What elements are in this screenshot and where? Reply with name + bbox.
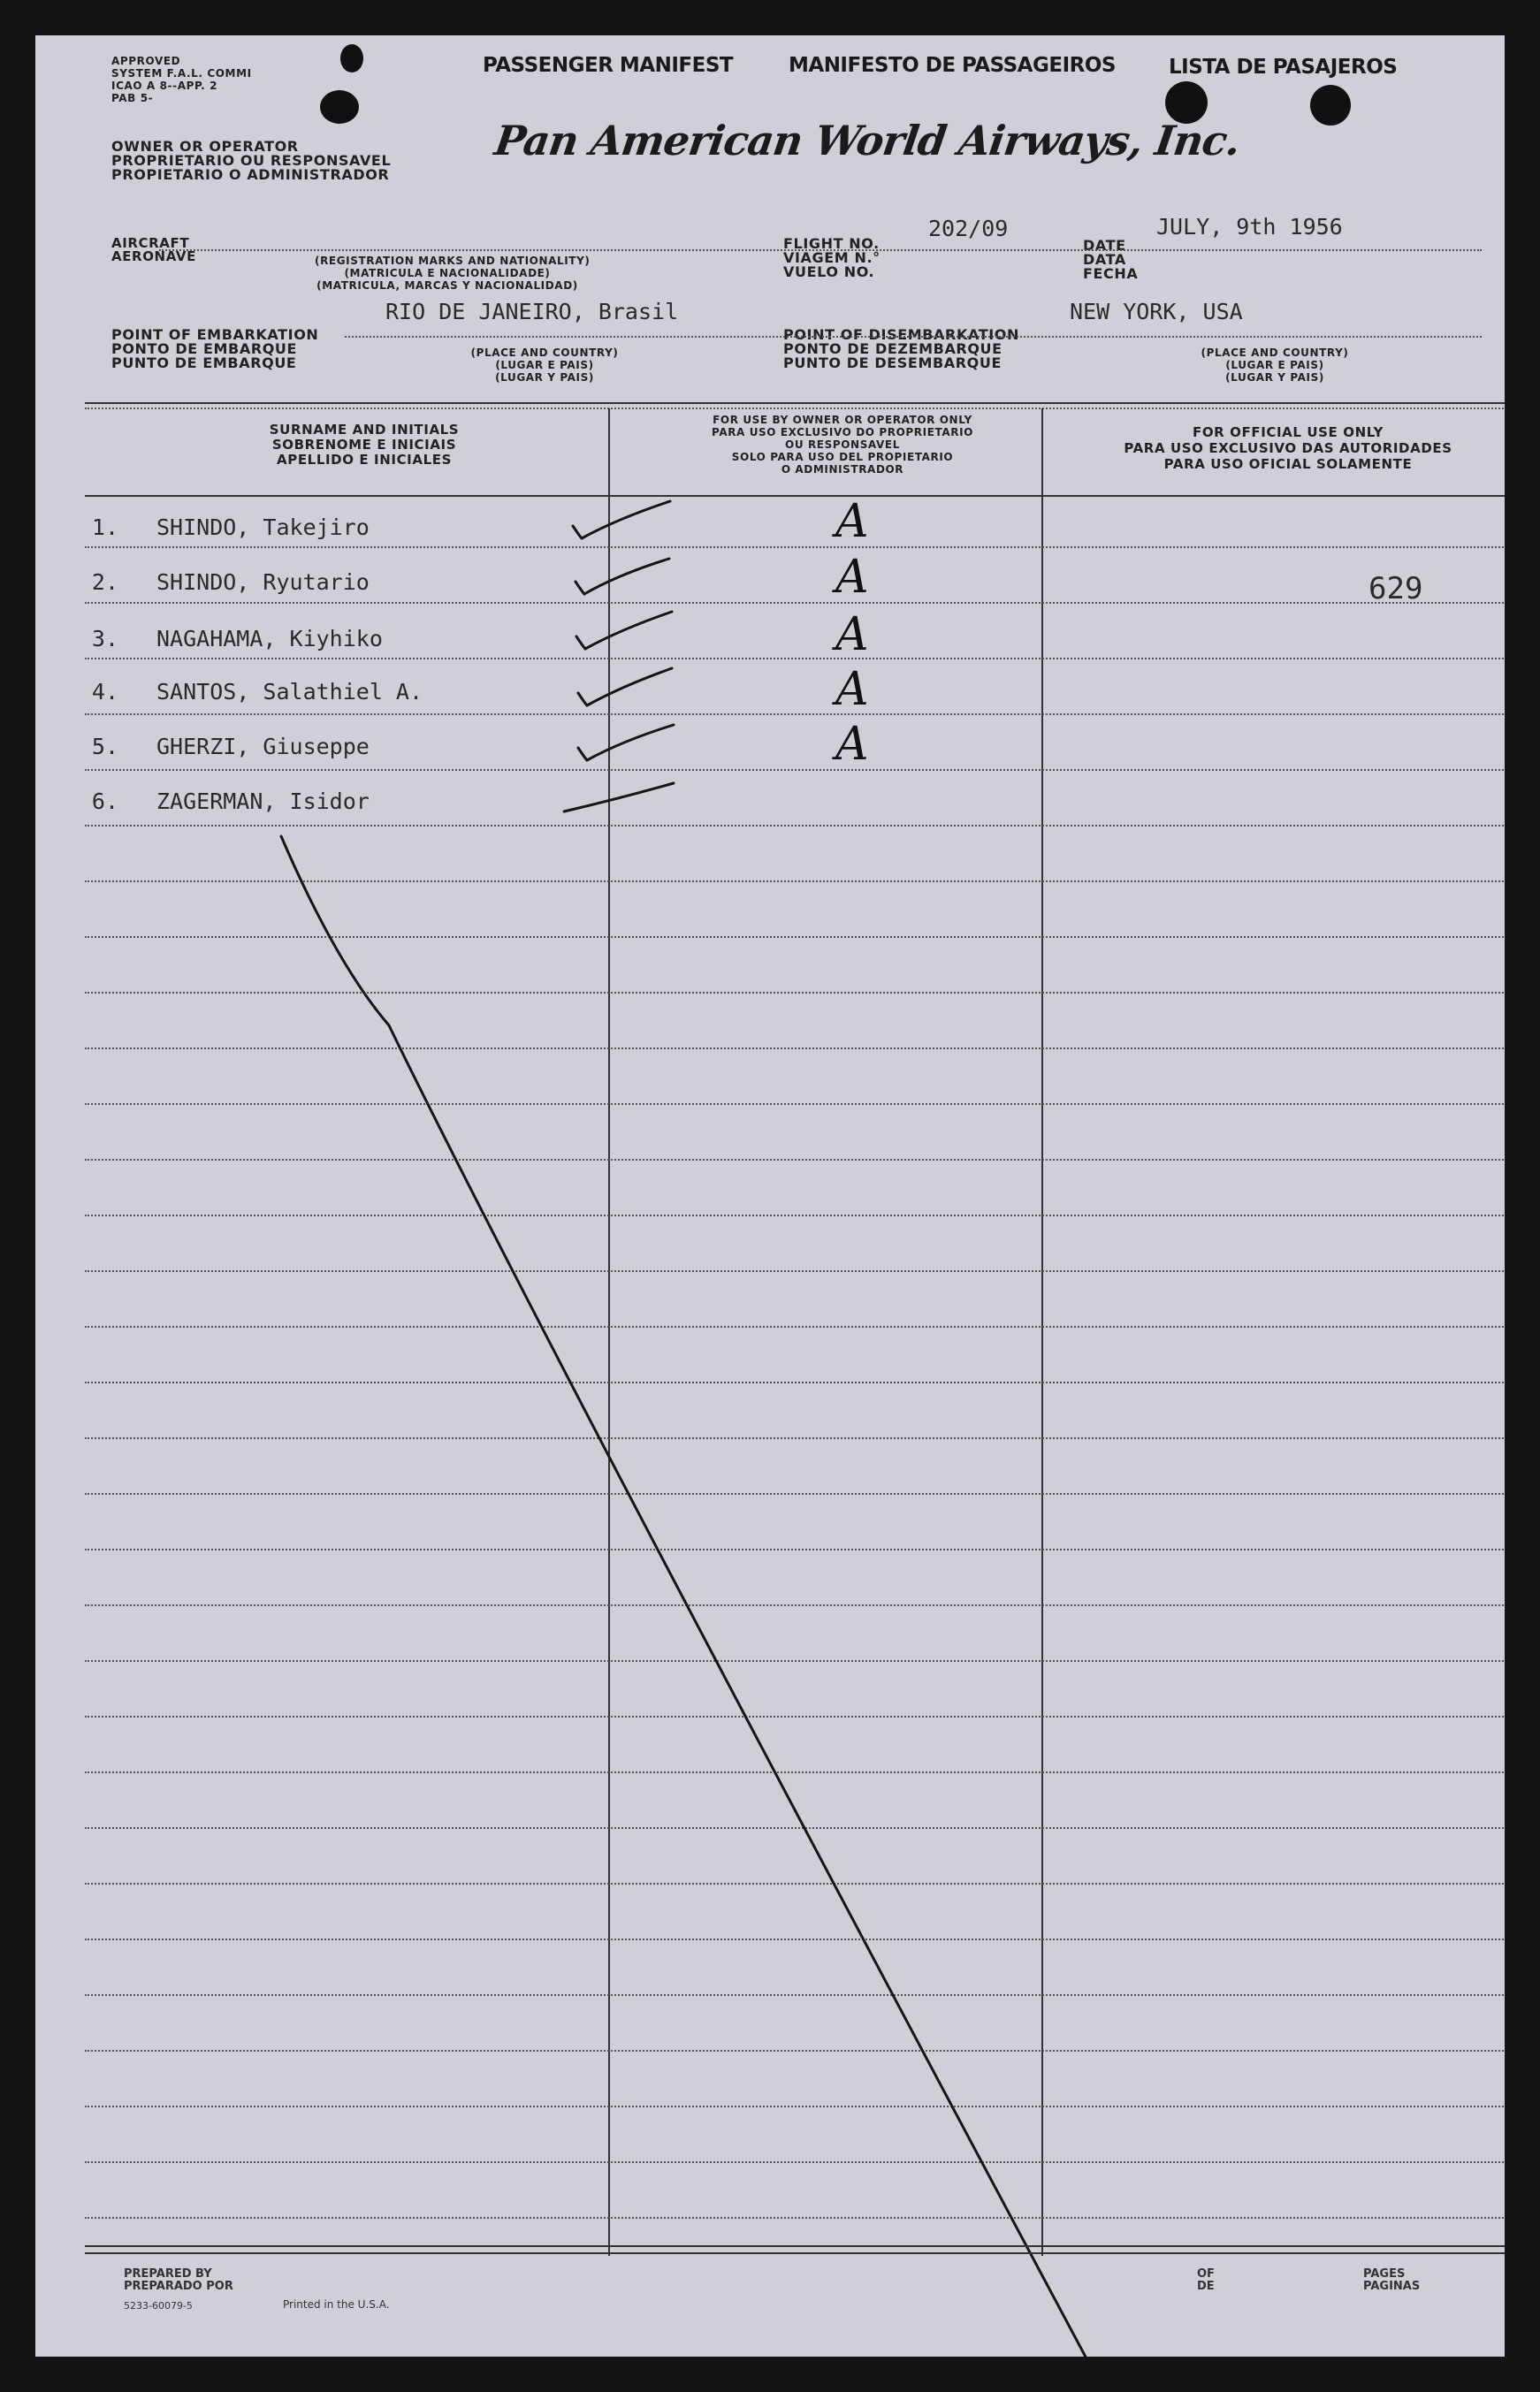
passenger-name: NAGAHAMA, Kiyhiko [156,626,383,651]
col-header-line: PARA USO EXCLUSIVO DO PROPRIETARIO [712,426,973,438]
col-header-line: PARA USO OFICIAL SOLAMENTE [1163,456,1413,472]
approval-line: PAB 5- [111,92,154,104]
form-number: 5233-60079-5 [124,2300,193,2312]
col-header-line: SOLO PARA USO DEL PROPIETARIO [731,451,954,463]
aircraft-label-en: AIRCRAFT [111,235,190,251]
embarkation-label-en: POINT OF EMBARKATION [111,326,319,343]
aircraft-note-line: (MATRICULA, MARCAS Y NACIONALIDAD) [316,279,578,292]
col-header-line: SOBRENOME E INICIAIS [271,437,457,453]
check-mark [576,612,672,649]
printed-note: Printed in the U.S.A. [283,2298,390,2311]
col-header-line: APELLIDO E INICIALES [277,452,452,468]
operator-mark: A [835,718,869,771]
disembarkation-note-line: (PLACE AND COUNTRY) [1201,347,1349,359]
cancel-line [281,836,1087,2357]
owner-label-en: OWNER OR OPERATOR [111,138,299,155]
row-number: 6. [91,788,118,814]
check-mark [578,725,674,760]
col-header-line: OU RESPONSAVEL [785,438,900,451]
disembarkation-label-en: POINT OF DISEMBARKATION [783,326,1019,343]
title-spanish: LISTA DE PASAJEROS [1169,56,1398,79]
pages-label-en: PAGES [1363,2267,1406,2281]
disembarkation-label-es: PUNTO DE DESEMBARQUE [783,354,1002,371]
col-header-line: FOR USE BY OWNER OR OPERATOR ONLY [713,414,972,426]
col-header-line: PARA USO EXCLUSIVO DAS AUTORIDADES [1124,440,1452,456]
table-bottom-rule [85,2245,1505,2247]
date-label-pt: DATA [1083,251,1126,268]
disembarkation-value: NEW YORK, USA [1070,299,1243,324]
hand-marks [35,35,1505,2357]
table-bottom-rule [85,2252,1505,2254]
pages-label-pt: PAGINAS [1363,2280,1421,2293]
owner-label-pt: PROPRIETARIO OU RESPONSAVEL [111,152,392,169]
embarkation-note-line: (LUGAR E PAIS) [495,359,594,371]
prepared-by-pt: PREPARADO POR [124,2280,233,2293]
embarkation-value: RIO DE JANEIRO, Brasil [385,299,679,324]
aircraft-label-pt: AERONAVE [111,248,196,264]
prepared-by-en: PREPARED BY [124,2267,212,2281]
col-header-line: O ADMINISTRADOR [781,463,904,476]
row-number: 4. [91,679,118,705]
check-mark [564,783,674,811]
passenger-name: GHERZI, Giuseppe [156,734,370,759]
row-number: 3. [91,626,118,651]
title-english: PASSENGER MANIFEST [483,54,734,77]
disembarkation-label-pt: PONTO DE DEZEMBARQUE [783,340,1003,357]
approval-line: SYSTEM F.A.L. COMMI [111,67,252,80]
col-header-line: SURNAME AND INITIALS [269,422,460,438]
owner-label-es: PROPIETARIO O ADMINISTRADOR [111,166,390,183]
disembarkation-note-line: (LUGAR Y PAIS) [1225,371,1324,384]
disembarkation-note-line: (LUGAR E PAIS) [1225,359,1324,371]
flight-date: JULY, 9th 1956 [1156,214,1343,240]
aircraft-note-line: (REGISTRATION MARKS AND NATIONALITY) [315,255,591,267]
flight-number: 202/09 [928,216,1009,241]
check-mark [578,668,672,705]
aircraft-note-line: (MATRICULA E NACIONALIDADE) [344,267,551,279]
flight-label-en: FLIGHT NO. [783,235,880,252]
pages-label [1363,2268,1420,2293]
row-number: 5. [91,734,118,759]
official-entry: 629 [1368,571,1423,606]
passenger-name: SHINDO, Takejiro [156,514,370,540]
embarkation-note-line: (PLACE AND COUNTRY) [470,347,619,359]
prepared-by-label [124,2268,233,2293]
title-portuguese: MANIFESTO DE PASSAGEIROS [789,54,1116,77]
flight-label-es: VUELO NO. [783,263,875,280]
embarkation-label-pt: PONTO DE EMBARQUE [111,340,298,357]
passenger-name: ZAGERMAN, Isidor [156,788,370,814]
embarkation-note-line: (LUGAR Y PAIS) [495,371,594,384]
of-label-en: OF [1197,2267,1215,2281]
passenger-name: SHINDO, Ryutario [156,569,370,595]
approval-line: ICAO A 8--APP. 2 [111,80,218,92]
flight-label-pt: VIAGEM N.° [783,249,881,266]
check-mark [573,501,670,538]
approval-line: APPROVED [111,55,181,67]
embarkation-label-es: PUNTO DE EMBARQUE [111,354,297,371]
operator-mark: A [835,608,869,661]
operator-mark: A [835,495,869,548]
operator-mark: A [835,551,869,604]
of-label-pt: DE [1197,2280,1215,2293]
col-header-line: FOR OFFICIAL USE ONLY [1192,424,1384,440]
airline-name: Pan American World Airways, Inc. [492,117,1243,164]
operator-mark: A [835,663,869,716]
row-number: 1. [91,514,118,540]
of-label [1197,2268,1215,2293]
passenger-name: SANTOS, Salathiel A. [156,679,423,705]
check-mark [576,559,669,594]
date-label-es: FECHA [1083,265,1139,282]
date-label-en: DATE [1083,237,1126,254]
manifest-page [35,35,1505,2357]
row-number: 2. [91,569,118,595]
